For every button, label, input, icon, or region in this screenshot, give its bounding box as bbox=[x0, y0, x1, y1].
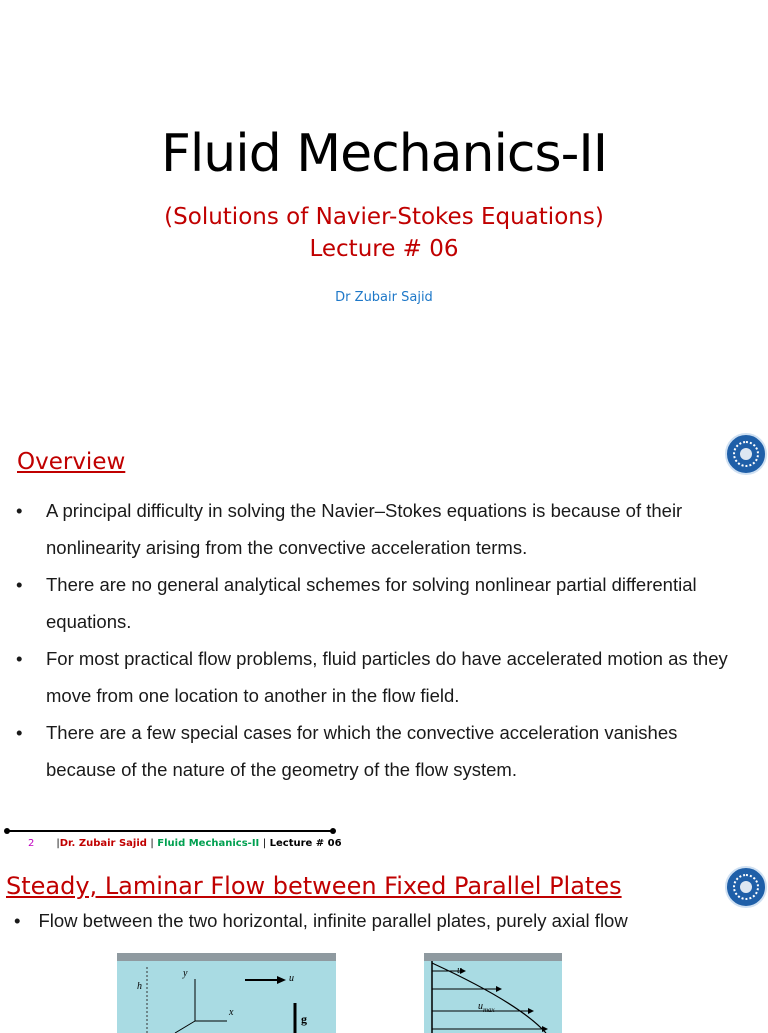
title: Fluid Mechanics-II bbox=[160, 124, 608, 184]
overview-heading: Overview bbox=[17, 449, 126, 475]
slide-footer: 2 |Dr. Zubair Sajid | Fluid Mechanics-II | Lecture # 06 bbox=[28, 838, 342, 849]
footer-lecture: Lecture # 06 bbox=[269, 838, 342, 849]
bullet-item: • Flow between the two horizontal, infinite parallel plates, purely axial flow bbox=[14, 910, 628, 931]
bullet-text: A principal difficulty in solving the Navier–Stokes equations is because of their nonlinearity arising from the convective acceleration terms. bbox=[46, 500, 683, 558]
footer-divider bbox=[6, 830, 334, 832]
bullet-item: • For most practical flow problems, fluid particles do have accelerated motion as they move from one location to another in the flow field. bbox=[16, 648, 728, 706]
y-axis-label: y bbox=[183, 968, 188, 979]
umax-subscript: max bbox=[483, 1006, 495, 1014]
section-heading: Steady, Laminar Flow between Fixed Parallel Plates bbox=[6, 872, 622, 900]
footer-author: Dr. Zubair Sajid bbox=[59, 838, 147, 849]
bullet-item: • There are a few special cases for which the convective acceleration vanishes because of the nature of the geometry of the flow system. bbox=[16, 722, 678, 780]
plates-diagram bbox=[117, 953, 336, 1033]
university-seal-icon bbox=[725, 866, 767, 908]
overview-bullets bbox=[16, 492, 751, 788]
bullet-item: • There are no general analytical schemes for solving nonlinear partial differential equations. bbox=[16, 574, 697, 632]
h-label: h bbox=[137, 981, 142, 992]
lecture-number: Lecture # 06 bbox=[309, 236, 459, 262]
subtitle: (Solutions of Navier-Stokes Equations) bbox=[164, 204, 604, 230]
bullet-text: There are a few special cases for which the convective acceleration vanishes because of the nature of the geometry of the flow system. bbox=[46, 722, 678, 780]
umax-label bbox=[478, 1001, 495, 1014]
author: Dr Zubair Sajid bbox=[335, 290, 433, 305]
gravity-label: g bbox=[301, 1012, 307, 1026]
bullet-text: Flow between the two horizontal, infinite parallel plates, purely axial flow bbox=[38, 910, 628, 931]
u-profile-label: u bbox=[457, 965, 462, 976]
umax-symbol: u bbox=[478, 1001, 483, 1012]
footer-course: Fluid Mechanics-II bbox=[157, 838, 260, 849]
page-number: 2 bbox=[28, 838, 35, 849]
bullet-item: • A principal difficulty in solving the Navier–Stokes equations is because of their nonlinearity arising from the convective acceleration terms. bbox=[16, 500, 683, 558]
velocity-profile bbox=[424, 953, 562, 1033]
university-seal-icon bbox=[725, 433, 767, 475]
velocity-profile-diagram bbox=[424, 953, 562, 1033]
x-axis-label: x bbox=[229, 1007, 234, 1018]
bullet-text: There are no general analytical schemes for solving nonlinear partial differential equations. bbox=[46, 574, 697, 632]
bullet-text: For most practical flow problems, fluid particles do have accelerated motion as they move from one location to another in the flow field. bbox=[46, 648, 728, 706]
u-label: u bbox=[289, 973, 294, 984]
